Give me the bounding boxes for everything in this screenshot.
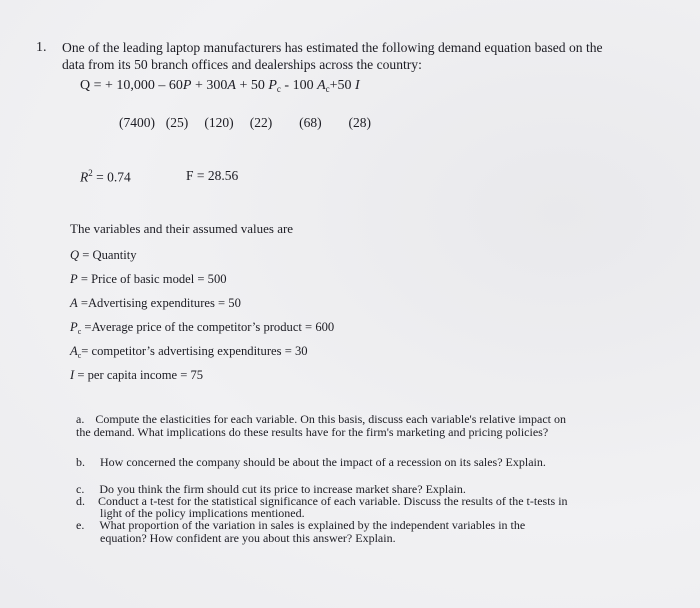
question-number: 1. (36, 40, 47, 55)
r2-value: = 0.74 (92, 169, 131, 185)
standard-errors: (7400) (25) (120) (22) (68) (28) (119, 115, 371, 130)
sub-question-b: b. How concerned the company should be about the impact of a recession on its sales? Explain. (76, 455, 546, 469)
eq-a: A (227, 78, 236, 93)
f-statistic: F = 28.56 (186, 168, 239, 183)
eq-i: I (355, 78, 360, 93)
r-squared (80, 168, 131, 186)
sub-question-d-cont: light of the policy implications mentioned. (100, 506, 305, 520)
eq-plus1: + 300 (191, 78, 228, 93)
variables-intro: The variables and their assumed values are (70, 221, 294, 236)
variable-q: Q = Quantity (70, 248, 137, 262)
variable-pc: $P_c$ =Average price of the competitor’s product = 600 (70, 320, 335, 336)
eq-pc: P (268, 78, 277, 93)
question-text-line1: One of the leading laptop manufacturers has estimated the following demand equation based on the (62, 40, 603, 55)
eq-pc-sub: c (276, 84, 281, 94)
variable-a: A =Advertising expenditures = 50 (70, 296, 241, 310)
demand-equation (80, 78, 360, 94)
sub-question-a: a. Compute the elasticities for each variable. On this basis, discuss each variable's relative impact on (76, 412, 567, 426)
r2-label: R (80, 169, 89, 185)
eq-ac: A (317, 78, 326, 93)
eq-p: P (182, 78, 192, 93)
sub-question-d: d. Conduct a t-test for the statistical significance of each variable. Discuss the results of the t-tests in (76, 494, 568, 508)
eq-plus3: +50 (329, 78, 356, 93)
sub-question-e: e. What proportion of the variation in sales is explained by the independent variables in the (76, 518, 526, 532)
variable-ac: $A_c=$ competitor’s advertising expenditures = 30 (70, 344, 308, 360)
r2-sup: 2 (88, 168, 93, 178)
eq-minus: - 100 (280, 78, 318, 93)
sub-question-a-cont: the demand. What implications do these results have for the firm's marketing and pricing policies? (76, 425, 549, 439)
sub-question-e-cont: equation? How confident are you about this answer? Explain. (100, 531, 396, 545)
eq-ac-sub: c (325, 84, 330, 94)
sub-question-c: c. Do you think the firm should cut its price to increase market share? Explain. (76, 482, 466, 496)
variable-i: I = per capita income = 75 (70, 368, 204, 382)
variable-p: P = Price of basic model = 500 (70, 272, 227, 286)
eq-plus2: + 50 (235, 78, 269, 93)
eq-lhs: Q = + 10,000 – 60 (80, 78, 183, 93)
question-text-line2: data from its 50 branch offices and dealerships across the country: (62, 57, 422, 72)
